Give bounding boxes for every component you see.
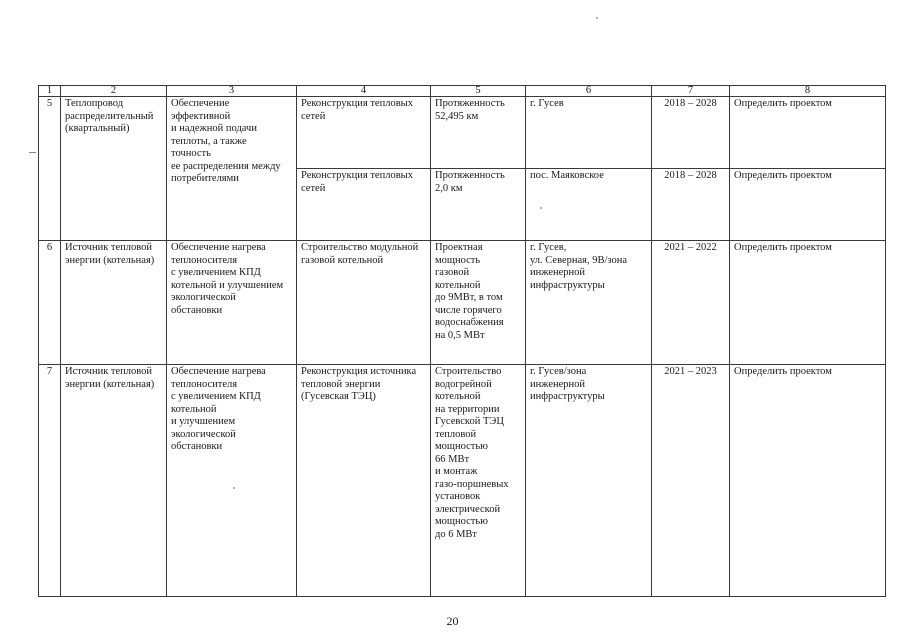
- object-cell: Теплопровод распределительный (квартальный): [61, 97, 167, 241]
- source-cell: Определить проектом: [730, 97, 886, 169]
- source-cell: Определить проектом: [730, 241, 886, 365]
- col-header-7: 7: [652, 86, 730, 97]
- parameter-cell: Протяженность 2,0 км: [431, 169, 526, 241]
- goal-cell: Обеспечение нагрева теплоносителя с увеличением КПД котельной и улучшением экологической обстановки: [167, 365, 297, 597]
- parameter-cell: Строительство водогрейной котельной на территории Гусевской ТЭЦ тепловой мощностью 66 МВт и монтаж газо-поршневых установок электрической мощностью до 6 МВт: [431, 365, 526, 597]
- header-row: [39, 86, 886, 97]
- goal-cell: Обеспечение эффективной и надежной подачи теплоты, а также точность ее распределения между потребителями: [167, 97, 297, 241]
- col-header-3: 3: [167, 86, 297, 97]
- goal-cell: Обеспечение нагрева теплоносителя с увеличением КПД котельной и улучшением экологической обстановки: [167, 241, 297, 365]
- col-header-6: 6: [526, 86, 652, 97]
- col-header-1: 1: [39, 86, 61, 97]
- action-cell: Строительство модульной газовой котельной: [297, 241, 431, 365]
- source-cell: Определить проектом: [730, 365, 886, 597]
- action-cell: Реконструкция тепловых сетей: [297, 169, 431, 241]
- object-cell: Источник тепловой энергии (котельная): [61, 241, 167, 365]
- action-cell: Реконструкция источника тепловой энергии (Гусевская ТЭЦ): [297, 365, 431, 597]
- page-number: 20: [446, 614, 459, 628]
- margin-mark: [29, 152, 36, 153]
- row-number: 7: [39, 365, 61, 597]
- parameter-cell: Проектная мощность газовой котельной до 9МВт, в том числе горячего водоснабжения на 0,5 МВт: [431, 241, 526, 365]
- row-number: 6: [39, 241, 61, 365]
- scan-speck: [596, 17, 598, 19]
- location-cell: г. Гусев/зона инженерной инфраструктуры: [526, 365, 652, 597]
- col-header-2: 2: [61, 86, 167, 97]
- location-cell: г. Гусев, ул. Северная, 9В/зона инженерной инфраструктуры: [526, 241, 652, 365]
- col-header-8: 8: [730, 86, 886, 97]
- period-cell: 2018 – 2028: [652, 169, 730, 241]
- table-row: [39, 241, 886, 365]
- measures-table: [38, 85, 886, 597]
- period-cell: 2021 – 2022: [652, 241, 730, 365]
- row-number: 5: [39, 97, 61, 241]
- table-row: [39, 97, 886, 169]
- col-header-5: 5: [431, 86, 526, 97]
- location-cell: г. Гусев: [526, 97, 652, 169]
- object-cell: Источник тепловой энергии (котельная): [61, 365, 167, 597]
- period-cell: 2018 – 2028: [652, 97, 730, 169]
- col-header-4: 4: [297, 86, 431, 97]
- table-row: [39, 365, 886, 597]
- location-cell: пос. Маяковское: [526, 169, 652, 241]
- action-cell: Реконструкция тепловых сетей: [297, 97, 431, 169]
- parameter-cell: Протяженность 52,495 км: [431, 97, 526, 169]
- source-cell: Определить проектом: [730, 169, 886, 241]
- period-cell: 2021 – 2023: [652, 365, 730, 597]
